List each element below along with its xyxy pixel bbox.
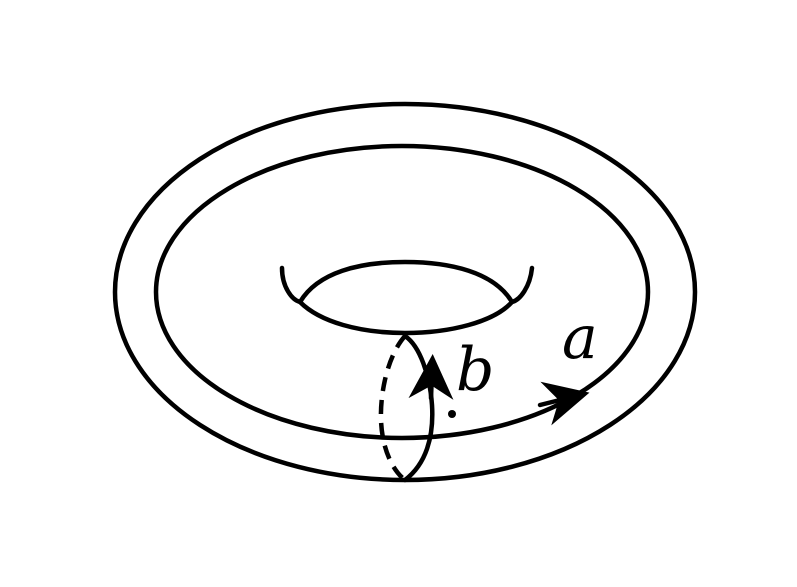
label-a: a	[562, 303, 598, 373]
torus-outer-boundary	[115, 104, 695, 480]
loop-b-arrow	[431, 372, 432, 398]
loop-b-visible-path	[405, 336, 432, 480]
loop-b-hidden-path	[381, 336, 405, 480]
torus-hole-lower-arc	[300, 302, 512, 333]
loop-a-path	[156, 146, 648, 438]
label-b: b	[456, 335, 495, 405]
torus-hole-upper-arc	[282, 262, 532, 302]
base-point	[448, 410, 456, 418]
